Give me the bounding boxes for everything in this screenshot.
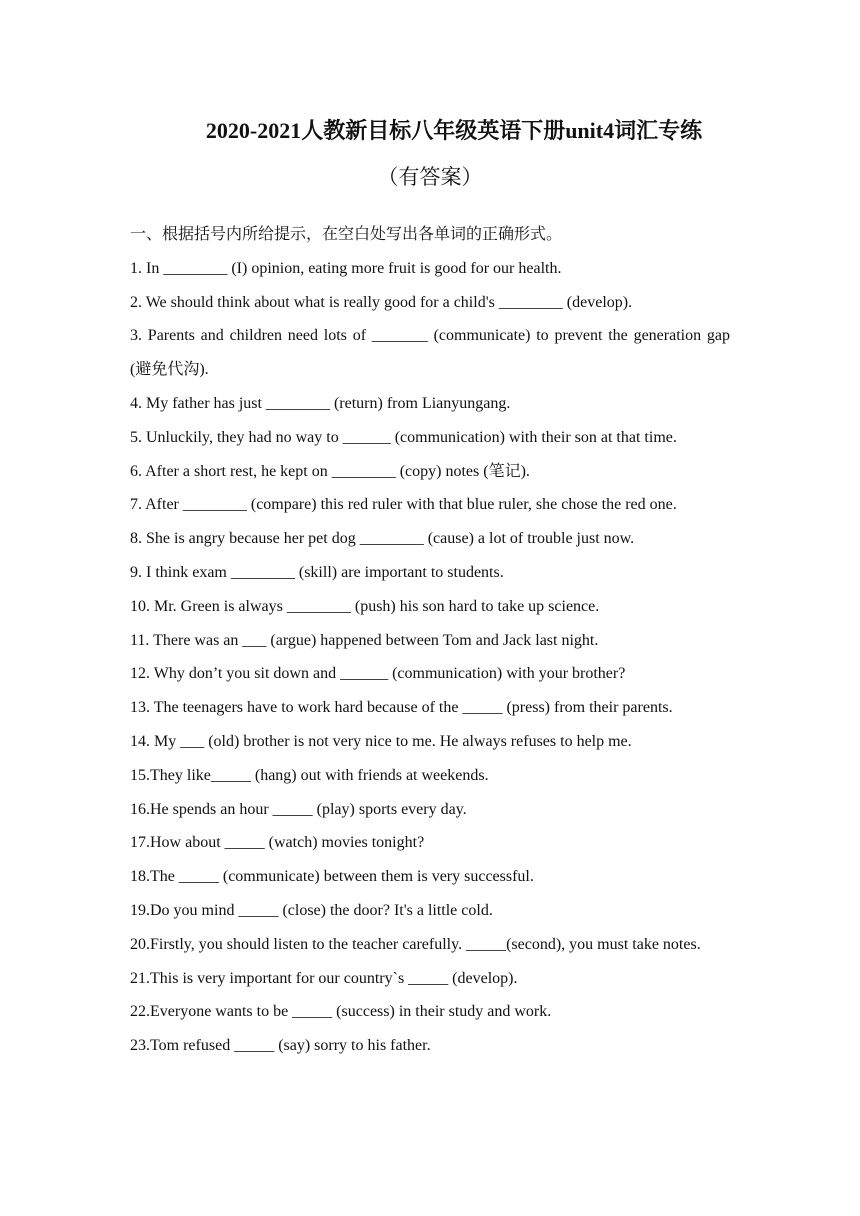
exercise-item-23: 23.Tom refused _____ (say) sorry to his father. <box>130 1037 431 1055</box>
exercise-item-1: 1. In ________ (I) opinion, eating more fruit is good for our health. <box>130 259 562 277</box>
exercise-item-12: 12. Why don’t you sit down and ______ (communication) with your brother? <box>130 665 626 683</box>
exercise-item-2: 2. We should think about what is really good for a child's ________ (develop). <box>130 293 633 311</box>
title-line-2: （有答案） <box>377 165 483 189</box>
exercise-item-4: 4. My father has just ________ (return) from Lianyungang. <box>130 394 511 412</box>
exercise-body <box>130 218 730 1063</box>
exercise-item-6: 6. After a short rest, he kept on ________ (copy) notes (笔记). <box>130 462 530 480</box>
exercise-item-9: 9. I think exam ________ (skill) are important to students. <box>130 563 504 581</box>
exercise-item-17: 17.How about _____ (watch) movies tonight? <box>130 834 425 852</box>
exercise-item-14: 14. My ___ (old) brother is not very nice to me. He always refuses to help me. <box>130 732 632 750</box>
exercise-item-16: 16.He spends an hour _____ (play) sports every day. <box>130 800 467 818</box>
exercise-item-7: 7. After ________ (compare) this red ruler with that blue ruler, she chose the red one. <box>130 496 677 514</box>
exercise-item-13: 13. The teenagers have to work hard because of the _____ (press) from their parents. <box>130 699 673 717</box>
section-heading: 一、根据括号内所给提示，在空白处写出各单词的正确形式。 <box>130 226 563 243</box>
exercise-item-18: 18.The _____ (communicate) between them is very successful. <box>130 868 534 886</box>
exercise-item-21: 21.This is very important for our country`s _____ (develop). <box>130 969 518 987</box>
exercise-item-10: 10. Mr. Green is always ________ (push) his son hard to take up science. <box>130 597 600 615</box>
exercise-item-8: 8. She is angry because her pet dog ________ (cause) a lot of trouble just now. <box>130 530 635 548</box>
exercise-item-20: 20.Firstly, you should listen to the teacher carefully. _____(second), you must take notes. <box>130 935 701 953</box>
title-line-1: 2020-2021人教新目标八年级英语下册unit4词汇专练 <box>205 118 703 143</box>
exercise-item-15: 15.They like_____ (hang) out with friends at weekends. <box>130 766 489 784</box>
exercise-item-5: 5. Unluckily, they had no way to ______ (communication) with their son at that time. <box>130 428 677 446</box>
exercise-item-3: 3. Parents and children need lots of _______ (communicate) to prevent the generation gap (避免代沟). <box>130 327 730 379</box>
document-title <box>130 108 730 200</box>
exercise-item-19: 19.Do you mind _____ (close) the door? It's a little cold. <box>130 901 493 919</box>
exercise-item-22: 22.Everyone wants to be _____ (success) in their study and work. <box>130 1003 552 1021</box>
exercise-item-11: 11. There was an ___ (argue) happened between Tom and Jack last night. <box>130 631 599 649</box>
